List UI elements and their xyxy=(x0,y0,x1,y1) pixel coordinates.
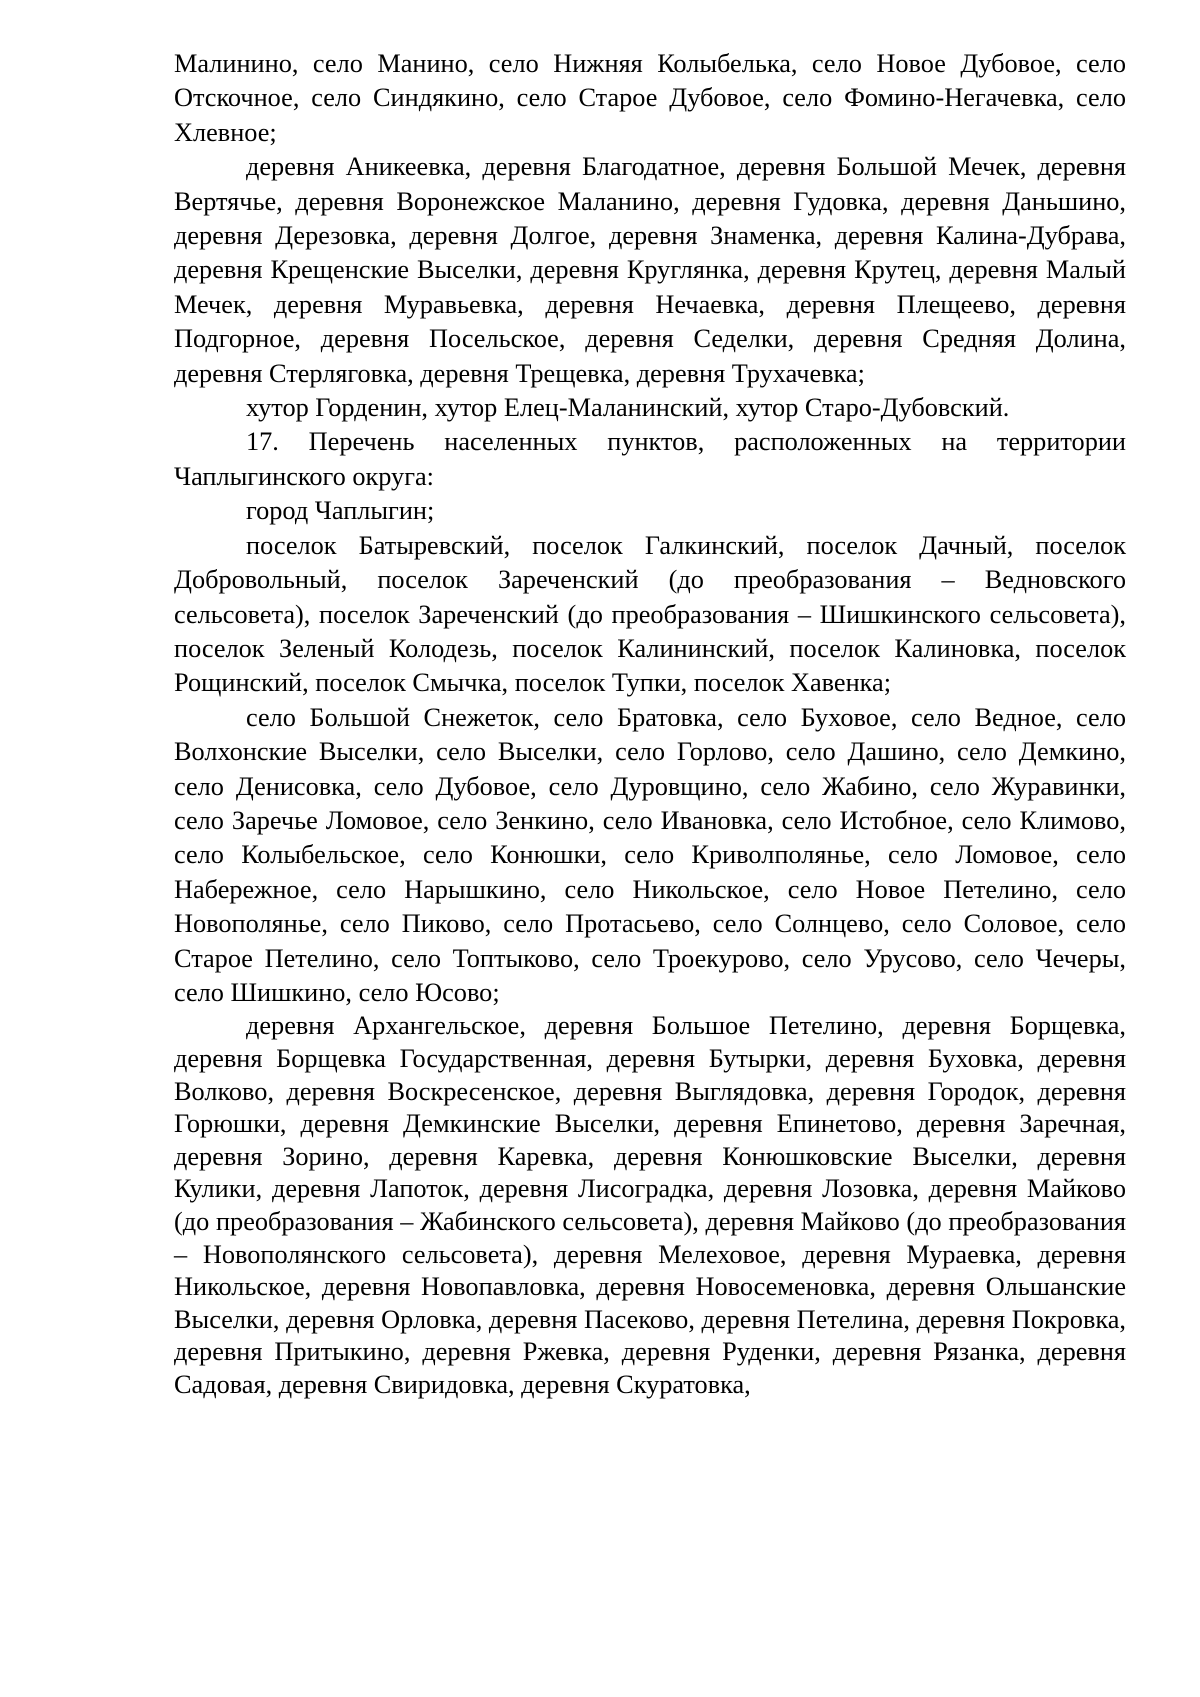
paragraph-derevni-district-16: деревня Аникеевка, деревня Благодатное, деревня Большой Мечек, деревня Вертячье, деревня Воронежское Маланино, деревня Гудовка, деревня Даньшино, деревня Дерезовка, деревня Долгое, деревня Знаменка, деревня Калина-Дубрава, деревня Крещенские Выселки, деревня Круглянка, деревня Крутец, деревня Малый Мечек, деревня Муравьевка, деревня Нечаевка, деревня Плещеево, деревня Подгорное, деревня Посельское, деревня Седелки, деревня Средняя Долина, деревня Стерляговка, деревня Трещевка, деревня Трухачевка; xyxy=(174,152,1126,388)
paragraph-poselki: поселок Батыревский, поселок Галкинский, поселок Дачный, поселок Добровольный, поселок Зареченский (до преобразования – Ведновского сельсовета), поселок Зареченский (до преобразования – Шишкинского сельсовета), поселок Зеленый Колодезь, поселок Калининский, поселок Калиновка, поселок Рощинский, поселок Смычка, поселок Тупки, поселок Хавенка; xyxy=(174,530,1126,698)
document-page xyxy=(174,47,1126,1402)
paragraph-gorod: город Чаплыгин; xyxy=(246,496,435,526)
paragraph-selo-continuation: Малинино, село Манино, село Нижняя Колыбелька, село Новое Дубовое, село Отскочное, село Синдякино, село Старое Дубовое, село Фомино-Негачевка, село Хлевное; xyxy=(174,49,1126,147)
paragraph-derevni-district-17: деревня Архангельское, деревня Большое Петелино, деревня Борщевка, деревня Борщевка Государственная, деревня Бутырки, деревня Буховка, деревня Волково, деревня Воскресенское, деревня Выглядовка, деревня Городок, деревня Горюшки, деревня Демкинские Выселки, деревня Епинетово, деревня Заречная, деревня Зорино, деревня Каревка, деревня Конюшковские Выселки, деревня Кулики, деревня Лапоток, деревня Лисоградка, деревня Лозовка, деревня Майково (до преобразования – Жабинского сельсовета), деревня Майково (до преобразования – Новополянского сельсовета), деревня Мелеховое, деревня Мураевка, деревня Никольское, деревня Новопавловка, деревня Новосеменовка, деревня Ольшанские Выселки, деревня Орловка, деревня Пасеково, деревня Петелина, деревня Покровка, деревня Притыкино, деревня Ржевка, деревня Руденки, деревня Рязанка, деревня Садовая, деревня Свиридовка, деревня Скуратовка, xyxy=(174,1011,1126,1399)
paragraph-khutora-district-16: хутор Горденин, хутор Елец-Маланинский, хутор Старо-Дубовский. xyxy=(246,393,1010,423)
paragraph-sela: село Большой Снежеток, село Братовка, село Буховое, село Ведное, село Волхонские Выселки, село Выселки, село Горлово, село Дашино, село Демкино, село Денисовка, село Дубовое, село Дуровщино, село Жабино, село Журавинки, село Заречье Ломовое, село Зенкино, село Ивановка, село Истобное, село Климово, село Колыбельское, село Конюшки, село Криволполянье, село Ломовое, село Набережное, село Нарышкино, село Никольское, село Новое Петелино, село Новополянье, село Пиково, село Протасьево, село Солнцево, село Соловое, село Старое Петелино, село Топтыково, село Троекурово, село Урусово, село Чечеры, село Шишкино, село Юсово; xyxy=(174,702,1126,1007)
section-17-heading: 17. Перечень населенных пунктов, расположенных на территории Чаплыгинского округа: xyxy=(174,427,1126,491)
